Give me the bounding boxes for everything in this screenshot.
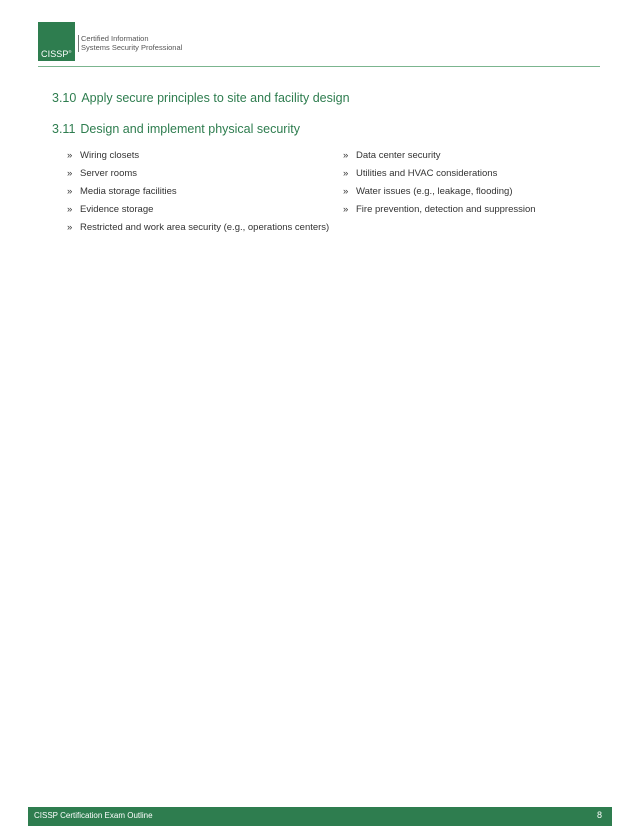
section-title: Apply secure principles to site and facility design bbox=[81, 91, 350, 105]
list-item: » Restricted and work area security (e.g., operations centers) bbox=[67, 222, 330, 233]
left-bullet-list bbox=[67, 150, 337, 240]
list-item: » Evidence storage bbox=[67, 204, 154, 215]
list-item: » Water issues (e.g., leakage, flooding) bbox=[343, 186, 513, 197]
footer-label: CISSP Certification Exam Outline bbox=[34, 811, 153, 820]
bullet-icon: » bbox=[67, 168, 73, 179]
bullet-icon: » bbox=[67, 186, 73, 197]
bullet-icon: » bbox=[343, 204, 349, 215]
logo-subtitle-line1: Certified Information bbox=[81, 34, 149, 43]
cissp-logo bbox=[38, 22, 75, 61]
list-item: » Media storage facilities bbox=[67, 186, 177, 197]
right-bullet-list bbox=[343, 150, 593, 222]
header-rule bbox=[38, 66, 600, 67]
list-item: » Fire prevention, detection and suppression bbox=[343, 204, 536, 215]
bullet-icon: » bbox=[343, 186, 349, 197]
logo-subtitle bbox=[81, 34, 182, 52]
section-heading-3-10 bbox=[52, 91, 350, 105]
footer-bar bbox=[28, 807, 612, 826]
bullet-icon: » bbox=[67, 222, 73, 233]
page-number: 8 bbox=[596, 810, 602, 820]
section-heading-3-11 bbox=[52, 122, 300, 136]
section-number: 3.11 bbox=[52, 122, 76, 136]
logo-subtitle-line2: Systems Security Professional bbox=[81, 43, 183, 52]
section-title: Design and implement physical security bbox=[80, 122, 300, 136]
logo-text: CISSP® bbox=[41, 49, 72, 59]
bullet-icon: » bbox=[343, 168, 349, 179]
list-item: » Utilities and HVAC considerations bbox=[343, 168, 498, 179]
section-number: 3.10 bbox=[52, 91, 77, 105]
list-item: » Data center security bbox=[343, 150, 441, 161]
list-item: » Wiring closets bbox=[67, 150, 140, 161]
logo-divider bbox=[78, 35, 79, 52]
list-item: » Server rooms bbox=[67, 168, 138, 179]
bullet-icon: » bbox=[67, 150, 73, 161]
bullet-icon: » bbox=[67, 204, 73, 215]
bullet-icon: » bbox=[343, 150, 349, 161]
